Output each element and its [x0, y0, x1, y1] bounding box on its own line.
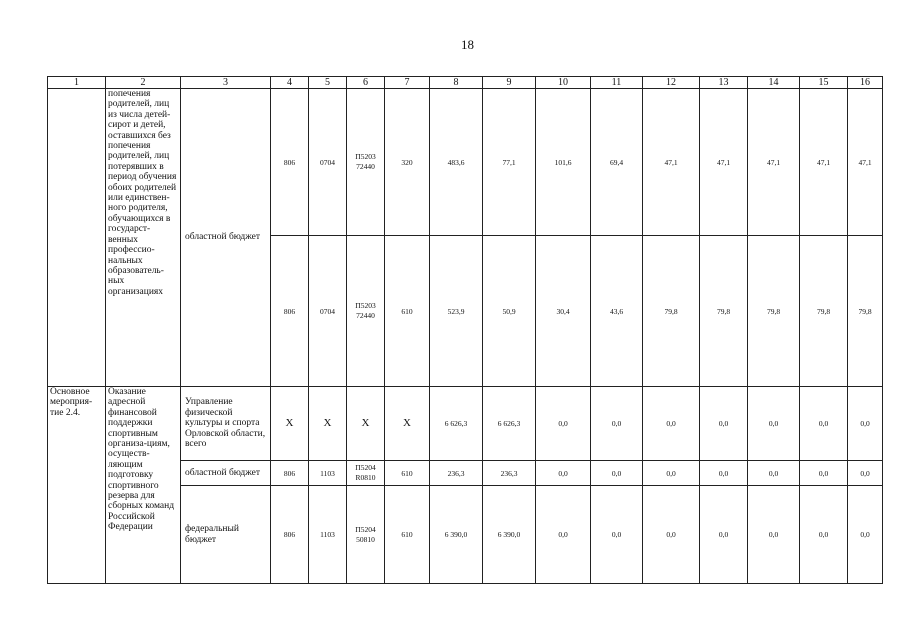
table-cell: 0,0 [700, 461, 748, 486]
table-cell: 610 [385, 236, 430, 387]
table-cell: Х [347, 387, 385, 461]
table-cell: 6 390,0 [430, 486, 483, 584]
table-cell: 0,0 [591, 461, 643, 486]
budget-source: областной бюджет [181, 461, 271, 486]
table-cell: 523,9 [430, 236, 483, 387]
table-cell: 236,3 [483, 461, 536, 486]
table-cell: 47,1 [748, 89, 800, 236]
measure-number: Основное мероприя-тие 2.4. [48, 387, 106, 584]
table-cell: 77,1 [483, 89, 536, 236]
col-header: 12 [643, 77, 700, 89]
table-cell: 47,1 [848, 89, 883, 236]
col-header: 2 [106, 77, 181, 89]
table-cell: 0,0 [536, 387, 591, 461]
table-cell: 79,8 [748, 236, 800, 387]
page-number: 18 [461, 37, 474, 52]
table-cell: 0,0 [748, 461, 800, 486]
table-cell: Х [309, 387, 347, 461]
table-cell: 79,8 [700, 236, 748, 387]
table-cell: 806 [271, 461, 309, 486]
table-cell: 0,0 [700, 486, 748, 584]
table-cell: П5203 72440 [347, 236, 385, 387]
table-cell: 47,1 [800, 89, 848, 236]
table-cell: П5204 R0810 [347, 461, 385, 486]
table-cell: 47,1 [643, 89, 700, 236]
table-cell: 0,0 [800, 461, 848, 486]
table-cell: 610 [385, 486, 430, 584]
table-cell: 79,8 [800, 236, 848, 387]
table-cell: Х [271, 387, 309, 461]
budget-table [47, 76, 883, 584]
table-cell: 43,6 [591, 236, 643, 387]
budget-source: Управление физической культуры и спорта Орловской области, всего [181, 387, 271, 461]
table-row [48, 89, 883, 236]
col-header: 6 [347, 77, 385, 89]
table-cell: 0,0 [643, 486, 700, 584]
col-header: 10 [536, 77, 591, 89]
table-cell: 79,8 [848, 236, 883, 387]
col-header: 16 [848, 77, 883, 89]
table-cell: 1103 [309, 461, 347, 486]
col-header: 4 [271, 77, 309, 89]
table-cell: 0704 [309, 89, 347, 236]
budget-source: областной бюджет [181, 89, 271, 387]
table-cell: П5204 50810 [347, 486, 385, 584]
col-header: 1 [48, 77, 106, 89]
table-cell: 610 [385, 461, 430, 486]
table-cell: 0,0 [591, 387, 643, 461]
table-cell: 6 626,3 [483, 387, 536, 461]
col-header: 5 [309, 77, 347, 89]
table-cell: 0,0 [800, 486, 848, 584]
table-cell: 483,6 [430, 89, 483, 236]
table-cell: 30,4 [536, 236, 591, 387]
measure-description: Оказание адресной финансовой поддержки спортивным организа-циям, осуществ-ляющим подготовку спортивного резерва для сборных команд Российской Федерации [106, 387, 181, 584]
table-cell: 47,1 [700, 89, 748, 236]
table-cell: 1103 [309, 486, 347, 584]
table-cell: 0,0 [700, 387, 748, 461]
budget-source: федеральный бюджет [181, 486, 271, 584]
table-cell: 0,0 [643, 387, 700, 461]
table-header-row [48, 77, 883, 89]
table-cell: 6 626,3 [430, 387, 483, 461]
col-header: 14 [748, 77, 800, 89]
table-cell: 50,9 [483, 236, 536, 387]
table-cell: 806 [271, 236, 309, 387]
table-cell: 101,6 [536, 89, 591, 236]
table-cell: 806 [271, 89, 309, 236]
col-header: 9 [483, 77, 536, 89]
table-cell: 0,0 [848, 387, 883, 461]
table-cell: 79,8 [643, 236, 700, 387]
table-cell: 0,0 [643, 461, 700, 486]
col-header: 7 [385, 77, 430, 89]
table-cell: 69,4 [591, 89, 643, 236]
col-header: 8 [430, 77, 483, 89]
table-cell: 320 [385, 89, 430, 236]
empty-cell [48, 89, 106, 387]
table-cell: 0,0 [848, 461, 883, 486]
measure-description: попечения родителей, лиц из числа детей-сирот и детей, оставшихся без попечения родителей, лиц потерявших в период обучения обоих родителей или единствен-ного родителя, обучающихся в государст-венных профессио-нальных образователь-ных организациях [106, 89, 181, 387]
col-header: 11 [591, 77, 643, 89]
table-cell: 6 390,0 [483, 486, 536, 584]
table-cell: 0,0 [536, 486, 591, 584]
table-cell: 0704 [309, 236, 347, 387]
table-row [48, 387, 883, 461]
table-cell: 0,0 [748, 486, 800, 584]
table-cell: Х [385, 387, 430, 461]
table-cell: 806 [271, 486, 309, 584]
table-cell: 236,3 [430, 461, 483, 486]
table-cell: 0,0 [800, 387, 848, 461]
col-header: 3 [181, 77, 271, 89]
table-cell: 0,0 [591, 486, 643, 584]
col-header: 15 [800, 77, 848, 89]
table-cell: 0,0 [748, 387, 800, 461]
col-header: 13 [700, 77, 748, 89]
table-cell: П5203 72440 [347, 89, 385, 236]
table-cell: 0,0 [848, 486, 883, 584]
table-cell: 0,0 [536, 461, 591, 486]
